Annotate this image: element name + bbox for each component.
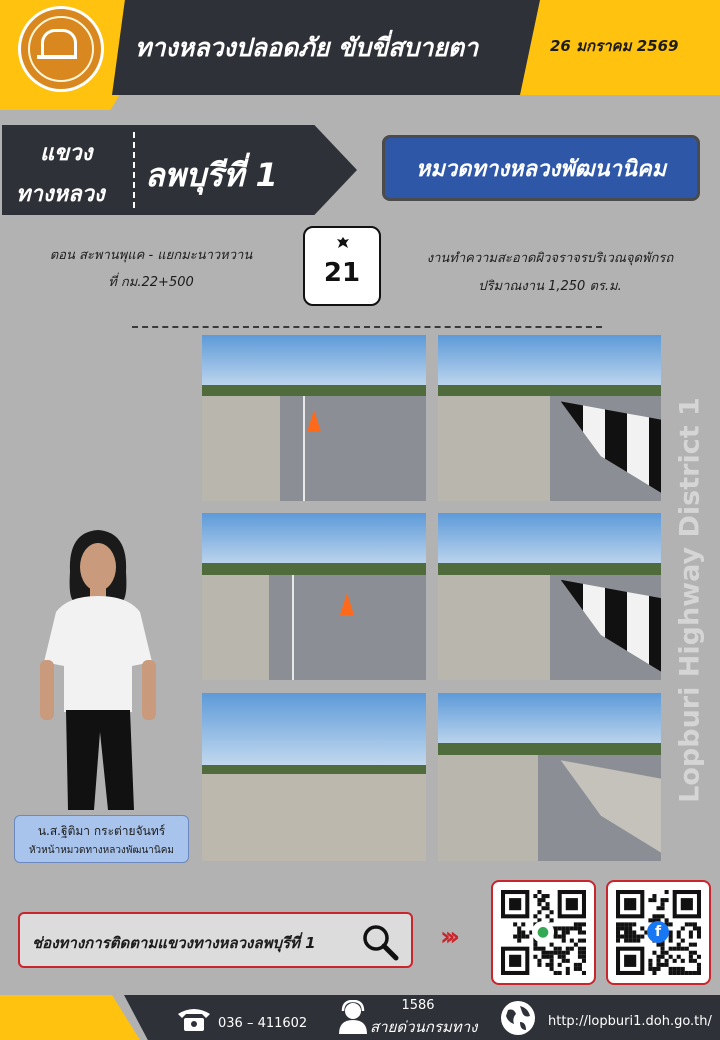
work-quantity: ปริมาณงาน 1,250 ตร.ม. bbox=[478, 279, 622, 294]
district-name: ลพบุรีที่ 1 bbox=[145, 156, 278, 194]
follow-channel-label: ช่องทางการติดตามแขวงทางหลวงลพบุรีที่ 1 bbox=[32, 934, 316, 952]
dashed-divider bbox=[132, 326, 602, 328]
telephone-icon bbox=[176, 1004, 212, 1032]
map-pin-icon: ● bbox=[532, 921, 554, 943]
site-photo-3 bbox=[202, 513, 426, 680]
route-number: 21 bbox=[323, 258, 361, 288]
header-title: ทางหลวงปลอดภัย ขับขี่สบายตา bbox=[135, 33, 479, 62]
follow-channel-box bbox=[18, 912, 413, 968]
staff-name-box bbox=[14, 815, 189, 863]
header-date: 26 มกราคม 2569 bbox=[550, 37, 679, 55]
route-shield bbox=[303, 226, 381, 306]
search-icon bbox=[360, 922, 400, 962]
district-label-line1: แขวง bbox=[40, 141, 93, 166]
location-km: ที่ กม.22+500 bbox=[108, 275, 194, 290]
footer-accent-left bbox=[0, 995, 140, 1040]
site-photo-4 bbox=[438, 513, 661, 680]
chevron-right-icon: ››› bbox=[440, 922, 455, 952]
site-photo-6 bbox=[438, 693, 661, 861]
hotline-agent-icon bbox=[336, 1000, 370, 1034]
staff-name: น.ส.ฐิติมา กระต่ายจันทร์ bbox=[37, 824, 166, 838]
globe-icon bbox=[500, 1000, 536, 1036]
staff-position: หัวหน้าหมวดทางหลวงพัฒนานิคม bbox=[28, 845, 175, 856]
phone-number[interactable]: 036 – 411602 bbox=[218, 1016, 308, 1031]
district-divider bbox=[133, 132, 135, 208]
location-segment: ตอน สะพานพุแค - แยกมะนาวหวาน bbox=[49, 248, 253, 263]
site-photo-1 bbox=[202, 335, 426, 501]
qr-code-map[interactable] bbox=[491, 880, 596, 985]
watermark: Lopburi Highway District 1 bbox=[674, 397, 706, 803]
facebook-icon: f bbox=[647, 921, 669, 943]
site-photo-5 bbox=[202, 693, 426, 861]
work-description: งานทำความสะอาดผิวจราจรบริเวณจุดพักรถ bbox=[426, 251, 674, 266]
department-logo bbox=[18, 6, 104, 92]
qr-code-facebook[interactable] bbox=[606, 880, 711, 985]
district-label-line2: ทางหลวง bbox=[16, 182, 105, 207]
website-link[interactable]: http://lopburi1.doh.go.th/ bbox=[548, 1014, 712, 1029]
hotline-label: สายด่วนกรมทาง bbox=[370, 1018, 478, 1036]
site-photo-2 bbox=[438, 335, 661, 501]
garuda-icon bbox=[336, 236, 350, 250]
section-name-box: หมวดทางหลวงพัฒนานิคม bbox=[382, 135, 700, 201]
staff-photo bbox=[28, 522, 168, 814]
hotline-number[interactable]: 1586 bbox=[401, 998, 435, 1013]
